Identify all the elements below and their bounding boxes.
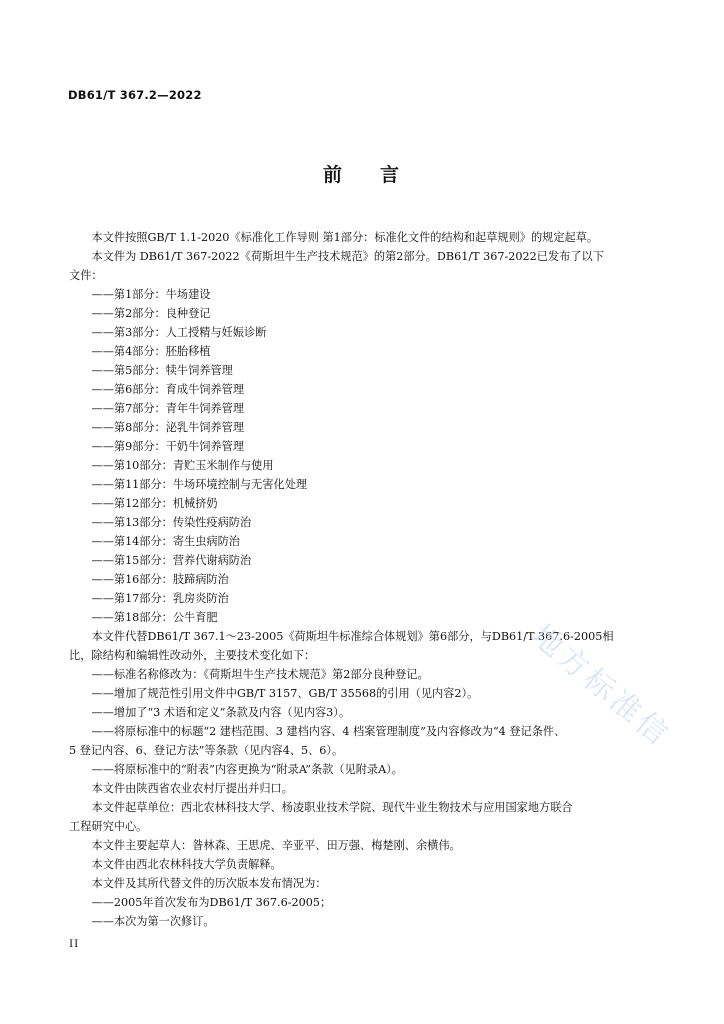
list-item-part: ——第10部分：青贮玉米制作与使用 [91, 459, 274, 472]
paragraph-interpretation: 本文件由西北农林科技大学负责解释。 [91, 858, 282, 871]
list-item-part: ——第8部分：泌乳牛饲养管理 [91, 421, 245, 434]
paragraph-proposer: 本文件由陕西省农业农村厅提出并归口。 [91, 782, 293, 795]
paragraph-part-intro-line-1: 本文件为 DB61/T 367-2022《荷斯坦牛生产技术规范》的第2部分。DB61/T 367-2022已发布了以下 [91, 250, 604, 263]
list-item-part: ——第5部分：犊牛饲养管理 [91, 364, 233, 377]
list-item-part: ——第7部分：青年牛饲养管理 [91, 402, 245, 415]
list-item-change: ——标准名称修改为：《荷斯坦牛生产技术规范》第2部分良种登记。 [91, 668, 429, 681]
document-body [69, 228, 659, 931]
list-item-part: ——第3部分：人工授精与妊娠诊断 [91, 326, 267, 339]
paragraph-drafting-units-line-1: 本文件起草单位：西北农林科技大学、杨凌职业技术学院、现代牛业生物技术与应用国家地方联合 [91, 801, 573, 814]
paragraph-replacement-line-2: 比，除结构和编辑性改动外，主要技术变化如下： [69, 649, 316, 662]
list-item-part: ——第13部分：传染性疫病防治 [91, 516, 252, 529]
paragraph-drafters: 本文件主要起草人：昝林森、王思虎、辛亚平、田万强、梅楚刚、余横伟。 [91, 839, 461, 852]
list-item-part: ——第12部分：机械挤奶 [91, 497, 218, 510]
watermark: 地方标准信 [524, 618, 678, 755]
list-item-change-line-2: 5 登记内容、6、登记方法”等条款（见内容4、5、6）。 [69, 744, 344, 757]
list-item-part: ——第9部分：干奶牛饲养管理 [91, 440, 245, 453]
list-item-part: ——第18部分：公牛育肥 [91, 611, 218, 624]
list-item-part: ——第15部分：营养代谢病防治 [91, 554, 252, 567]
paragraph-drafting-basis: 本文件按照GB/T 1.1-2020《标准化工作导则 第1部分：标准化文件的结构和起草规则》的规定起草。 [91, 231, 599, 244]
list-item-part: ——第4部分：胚胎移植 [91, 345, 211, 358]
list-item-part: ——第1部分：牛场建设 [91, 288, 211, 301]
list-item-change: ——增加了规范性引用文件中GB/T 3157、GB/T 35568的引用（见内容2）。 [91, 687, 479, 700]
paragraph-replacement-line-1: 本文件代替DB61/T 367.1～23-2005《荷斯坦牛标准综合体规划》第6部分，与DB61/T 367.6-2005相 [91, 630, 614, 643]
list-item-history: ——2005年首次发布为DB61/T 367.6-2005； [91, 896, 332, 909]
paragraph-history-intro: 本文件及其所代替文件的历次版本发布情况为： [91, 877, 327, 890]
list-item-change: ——增加了“3 术语和定义”条款及内容（见内容3）。 [91, 706, 351, 719]
paragraph-part-intro-line-2: 文件： [69, 269, 103, 282]
document-code: DB61/T 367.2—2022 [68, 88, 202, 102]
page-number: II [69, 938, 80, 950]
page-title-char-2: 言 [380, 164, 402, 186]
paragraph-drafting-units-line-2: 工程研究中心。 [69, 820, 148, 833]
list-item-part: ——第16部分：肢蹄病防治 [91, 573, 229, 586]
list-item-part: ——第14部分：寄生虫病防治 [91, 535, 240, 548]
list-item-part: ——第6部分：育成牛饲养管理 [91, 383, 245, 396]
list-item-part: ——第17部分：乳房炎防治 [91, 592, 229, 605]
list-item-change: ——将原标准中的“附表”内容更换为“附录A”条款（见附录A）。 [91, 763, 403, 776]
list-item-change-line-1: ——将原标准中的标题“2 建档范围、3 建档内容、4 档案管理制度”及内容修改为“4 登记条件、 [91, 725, 566, 738]
page-title-char-1: 前 [322, 164, 344, 186]
list-item-history: ——本次为第一次修订。 [91, 915, 215, 928]
list-item-part: ——第11部分：牛场环境控制与无害化处理 [91, 478, 308, 491]
page-title [0, 160, 724, 187]
list-item-part: ——第2部分：良种登记 [91, 307, 211, 320]
